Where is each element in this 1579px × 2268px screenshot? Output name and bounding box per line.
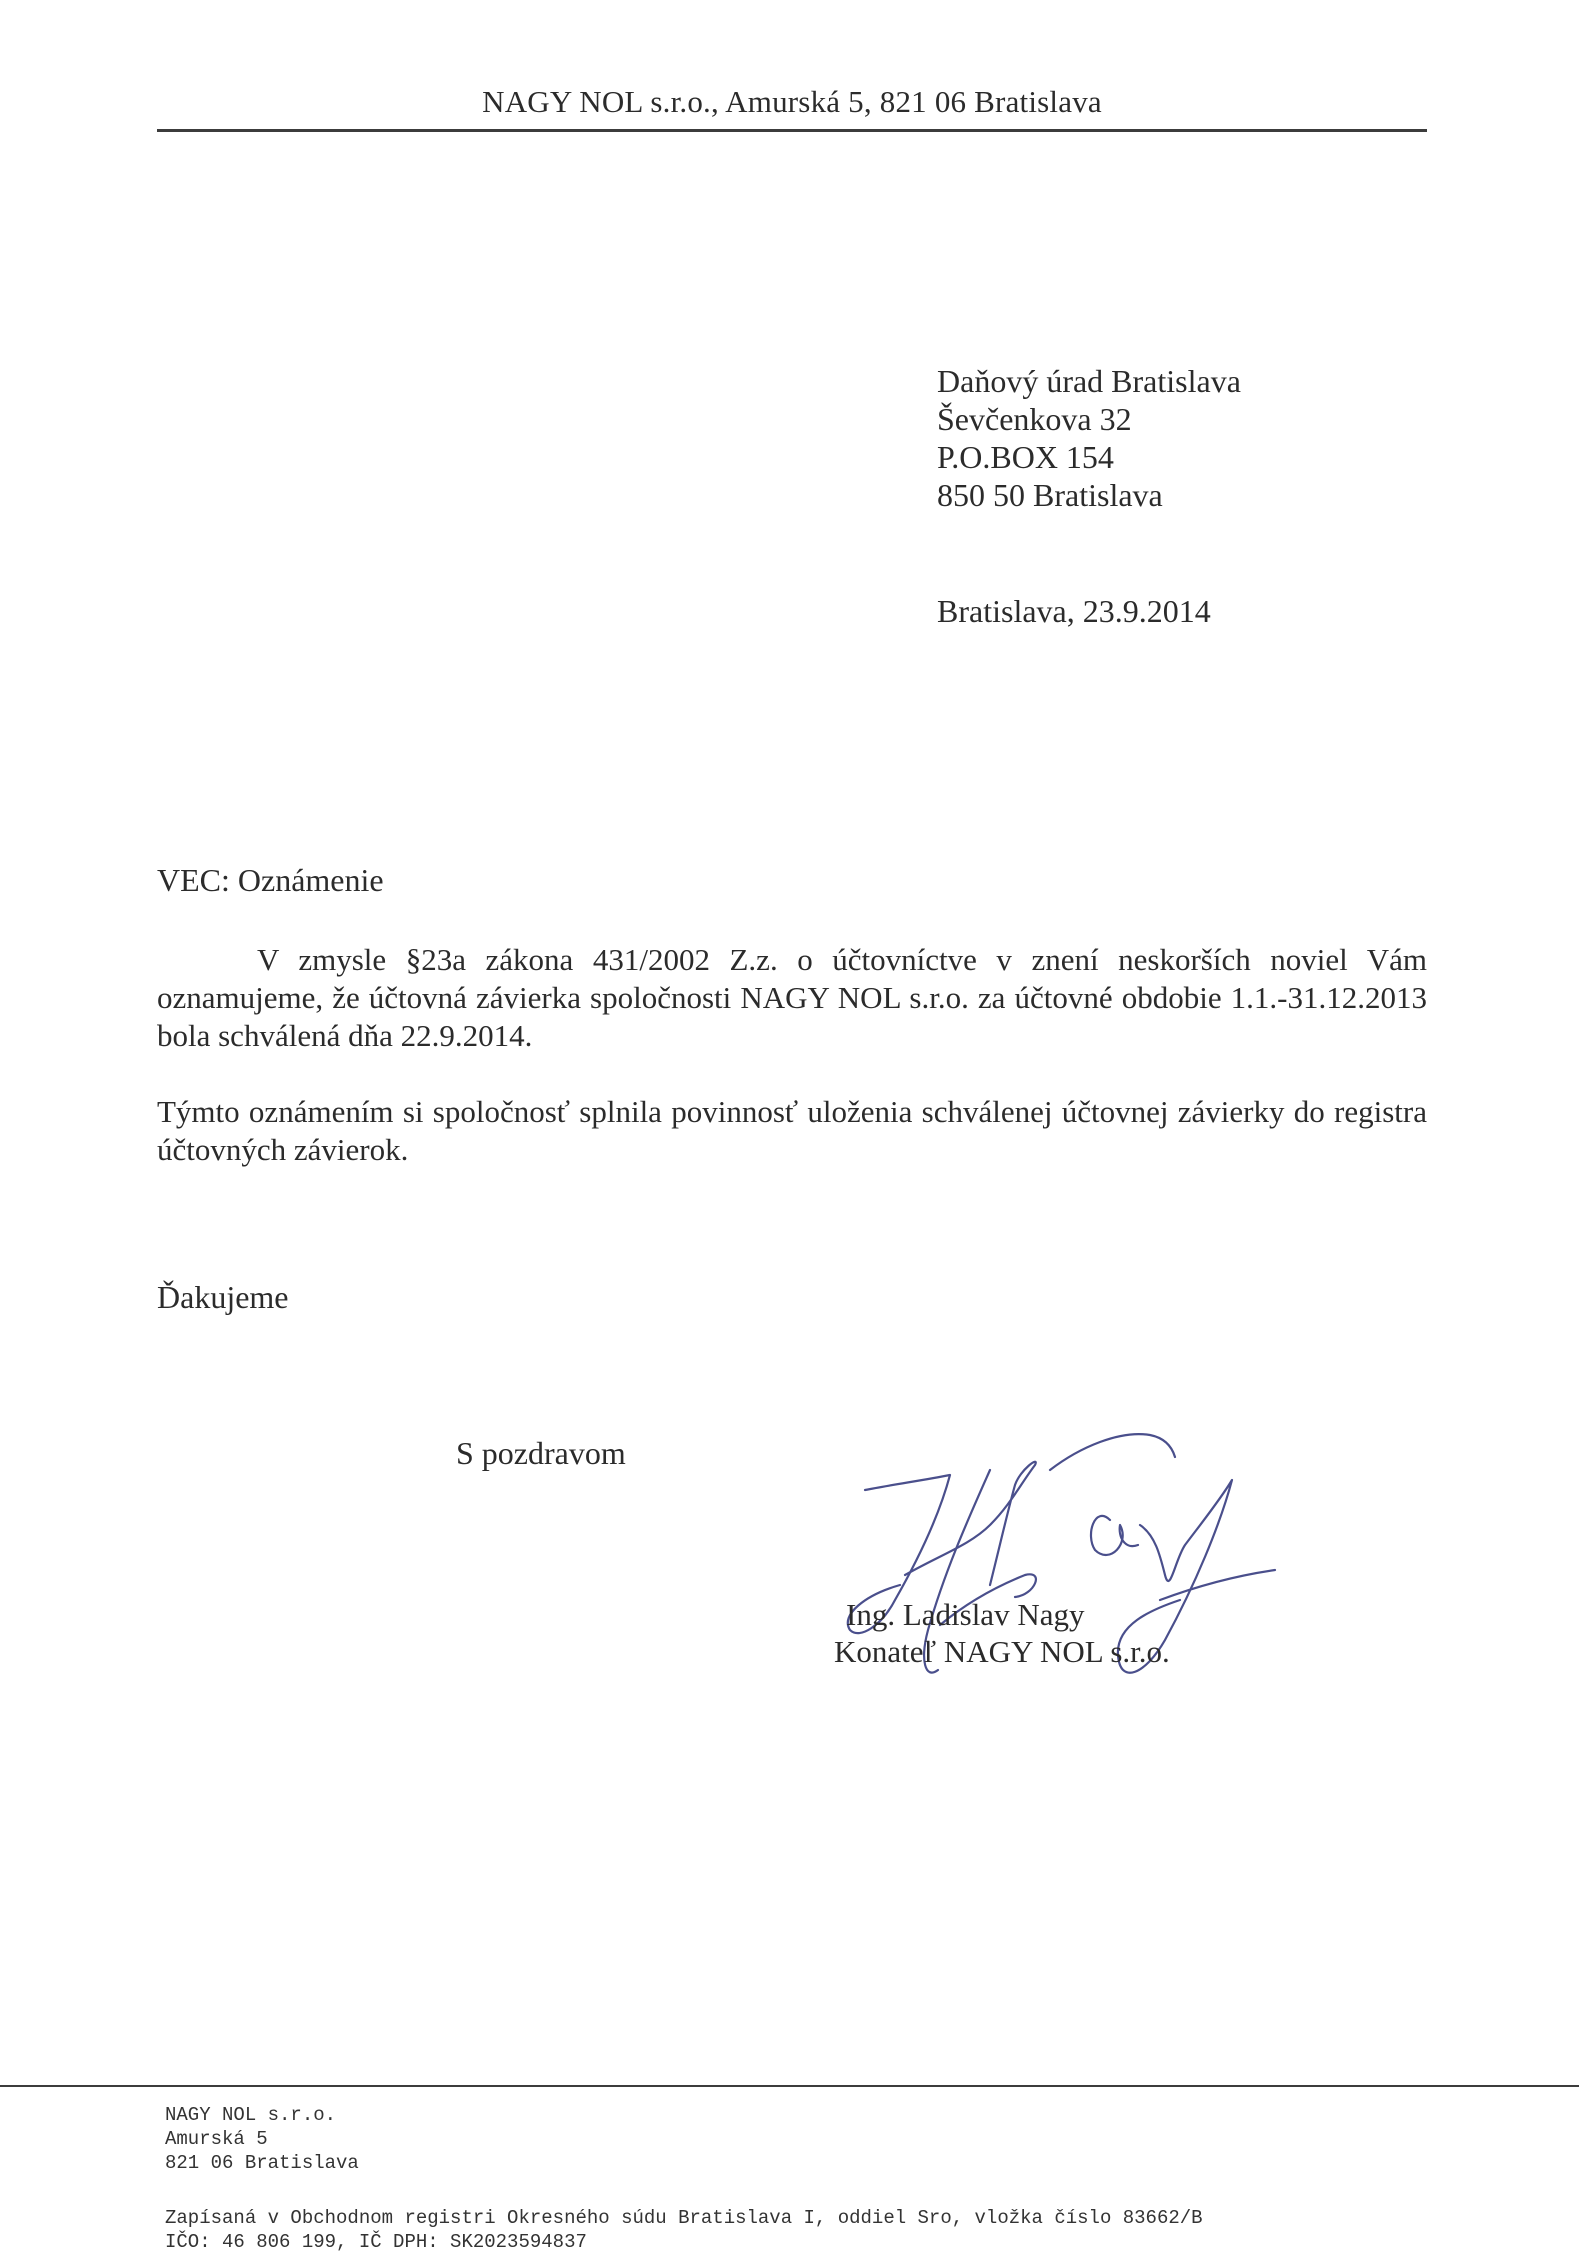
signatory-role: Konateľ NAGY NOL s.r.o. [834,1634,1170,1669]
body-paragraph-1-text: V zmysle §23a zákona 431/2002 Z.z. o účtovníctve v znení neskorších noviel Vám oznamujeme, že účtovná závierka spoločnosti NAGY NOL s.r.o. za účtovné obdobie 1.1.-31.12.2013 bola schválená dňa 22.9.2014. [157,942,1427,1053]
footer-divider [0,2085,1579,2087]
footer-registry: Zapísaná v Obchodnom registri Okresného súdu Bratislava I, oddiel Sro, vložka číslo 83662/B [165,2207,1203,2229]
letter-subject: VEC: Oznámenie [157,862,384,898]
body-paragraph-1 [157,941,1427,1055]
letterhead-company-line: NAGY NOL s.r.o., Amurská 5, 821 06 Bratislava [482,84,1102,119]
footer-company-name: NAGY NOL s.r.o. [165,2104,337,2126]
letterhead-divider [157,129,1427,132]
signature-stroke-5 [1050,1434,1175,1470]
signature-stroke-8 [1160,1570,1275,1600]
signatory-name: Ing. Ladislav Nagy [846,1597,1085,1632]
recipient-line-pobox: P.O.BOX 154 [937,439,1114,475]
signature-stroke-6 [1091,1516,1138,1555]
footer-street: Amurská 5 [165,2128,268,2150]
recipient-line-street: Ševčenkova 32 [937,401,1132,437]
thanks-line: Ďakujeme [157,1279,289,1315]
handwritten-signature [820,1425,1280,1725]
letter-date: Bratislava, 23.9.2014 [937,593,1211,629]
body-paragraph-2: Týmto oznámením si spoločnosť splnila povinnosť uloženia schválenej účtovnej závierky do registra účtovných závierok. [157,1094,1427,1167]
footer-city: 821 06 Bratislava [165,2152,359,2174]
recipient-line-city: 850 50 Bratislava [937,477,1163,513]
regards-line: S pozdravom [456,1435,626,1471]
recipient-line-office: Daňový úrad Bratislava [937,363,1241,399]
footer-ids: IČO: 46 806 199, IČ DPH: SK2023594837 [165,2231,587,2253]
